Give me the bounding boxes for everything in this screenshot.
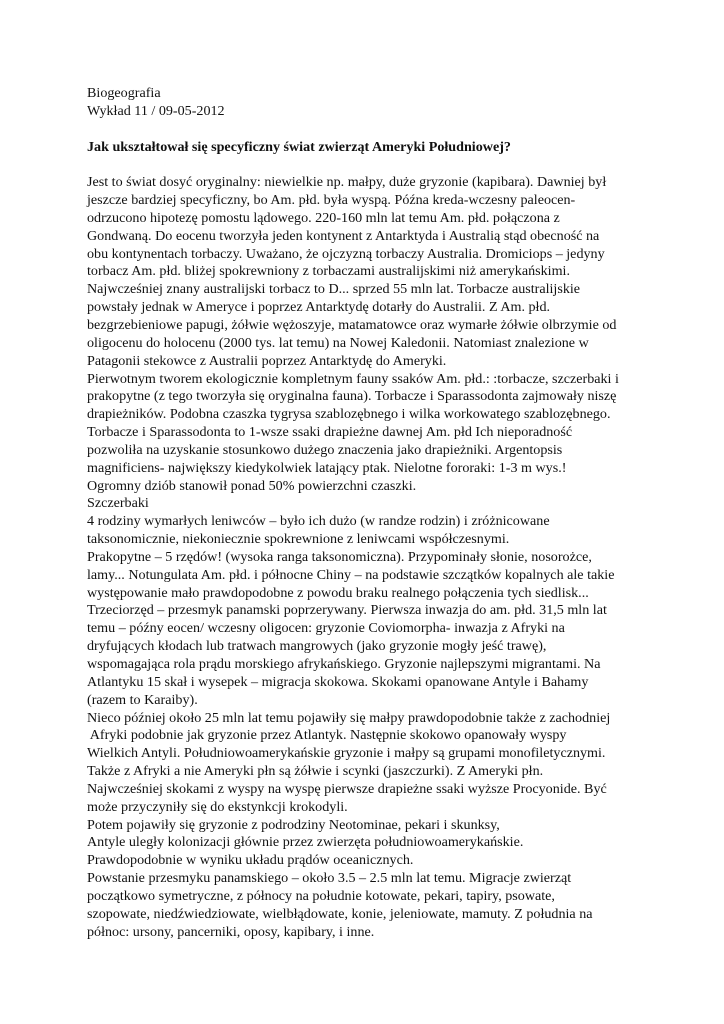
body-line: magnificiens- największy kiedykolwiek latający ptak. Nielotne fororaki: 1-3 m wys.! <box>87 459 567 476</box>
body-line: Najwcześniej znany australijski torbacz to D... sprzed 55 mln lat. Torbacze australijskie <box>87 281 581 298</box>
body-line: szopowate, niedźwiedziowate, wielbłądowate, konie, jeleniowate, mamuty. Z południa na <box>87 905 593 922</box>
section-heading: Jak ukształtował się specyficzny świat zwierząt Ameryki Południowej? <box>87 138 511 155</box>
body-line: Nieco później około 25 mln lat temu pojawiły się małpy prawdopodobnie także z zachodniej <box>87 709 611 726</box>
body-line: bezgrzebieniowe papugi, żółwie wężoszyje, matamatowce oraz wymarłe żółwie olbrzymie od <box>87 316 617 333</box>
body-line: (razem to Karaiby). <box>87 691 198 708</box>
body-line: północ: ursony, pancerniki, oposy, kapibary, i inne. <box>87 923 375 940</box>
body-line: początkowo symetryczne, z północy na południe kotowate, pekari, tapiry, psowate, <box>87 887 555 904</box>
body-line: pozwoliła na uzyskanie stosunkowo dużego znaczenia jako drapieżniki. Argentopsis <box>87 441 563 458</box>
body-line: Prakopytne – 5 rzędów! (wysoka ranga taksonomiczna). Przypominały słonie, nosorożce, <box>87 548 592 565</box>
body-line: Trzeciorzęd – przesmyk panamski poprzerywany. Pierwsza inwazja do am. płd. 31,5 mln lat <box>87 602 607 619</box>
body-line: Afryki podobnie jak gryzonie przez Atlantyk. Następnie skokowo opanowały wyspy <box>87 727 567 744</box>
body-line: Potem pojawiły się gryzonie z podrodziny Neotominae, pekari i skunksy, <box>87 816 500 833</box>
body-line: drapieżników. Podobna czaszka tygrysa szablozębnego i wilka workowatego szablozębnego. <box>87 406 611 423</box>
body-line: występowanie mało prawdopodobne z powodu braku realnego połączenia tych siedlisk... <box>87 584 589 601</box>
spacer <box>87 156 647 174</box>
body-line: Wielkich Antyli. Południowoamerykańskie gryzonie i małpy są grupami monofiletycznymi. <box>87 745 606 762</box>
document-content <box>87 85 647 942</box>
body-line: 4 rodziny wymarłych leniwców – było ich dużo (w randze rodzin) i zróżnicowane <box>87 513 550 530</box>
body-line: dryfujących kłodach lub tratwach mangrowych (jako gryzonie mogły jeść trawę), <box>87 638 547 655</box>
body-line: obu kontynentach torbaczy. Uważano, że ojczyzną torbaczy Australia. Dromiciops – jedyny <box>87 245 605 262</box>
body-line: taksonomicznie, niekoniecznie spokrewnione z leniwcami współczesnymi. <box>87 531 510 548</box>
body-line: torbacz Am. płd. bliżej spokrewniony z torbaczami australijskimi niż amerykańskimi. <box>87 263 570 280</box>
body-line: Patagonii stekowce z Australii poprzez Antarktydę do Ameryki. <box>87 352 447 369</box>
body-line: Torbacze i Sparassodonta to 1-wsze ssaki drapieżne dawnej Am. płd Ich nieporadność <box>87 424 573 441</box>
body-line: Szczerbaki <box>87 495 149 512</box>
body-line: Atlantyku 15 skał i wysepek – migracja skokowa. Skokami opanowane Antyle i Bahamy <box>87 673 589 690</box>
body-line: Prawdopodobnie w wyniku układu prądów oceanicznych. <box>87 852 414 869</box>
body-line: Pierwotnym tworem ekologicznie kompletnym fauny ssaków Am. płd.: :torbacze, szczerbaki i <box>87 370 619 387</box>
course-title: Biogeografia <box>87 85 161 101</box>
body-line: Także z Afryki a nie Ameryki płn są żółwie i scynki (jaszczurki). Z Ameryki płn. <box>87 763 544 780</box>
body-line: temu – późny eocen/ wczesny oligocen: gryzonie Coviomorpha- inwazja z Afryki na <box>87 620 565 637</box>
body-line: prakopytne (z tego tworzyła się oryginalna fauna). Torbacze i Sparassodonta zajmowały niszę <box>87 388 617 405</box>
body-line: powstały jednak w Ameryce i poprzez Antarktydę dotarły do Australii. Z Am. płd. <box>87 299 551 316</box>
body-line: Najwcześniej skokami z wyspy na wyspę pierwsze drapieżne ssaki wyższe Procyonide. Być <box>87 780 607 797</box>
body-line: Powstanie przesmyku panamskiego – około 3.5 – 2.5 mln lat temu. Migracje zwierząt <box>87 870 572 887</box>
body-line: jeszcze bardziej specyficzny, bo Am. płd. była wyspą. Późna kreda-wczesny paleocen- <box>87 192 576 209</box>
body-line: oligocenu do holocenu (2000 tys. lat temu) na Nowej Kaledonii. Natomiast znalezione w <box>87 334 589 351</box>
body-line: odrzucono hipotezę pomostu lądowego. 220-160 mln lat temu Am. płd. połączona z <box>87 209 560 226</box>
body-text <box>87 174 647 941</box>
body-line: Jest to świat dosyć oryginalny: niewielkie np. małpy, duże gryzonie (kapibara). Dawniej był <box>87 174 607 191</box>
body-line: lamy... Notungulata Am. płd. i północne Chiny – na podstawie szczątków kopalnych ale takie <box>87 566 615 583</box>
spacer <box>87 121 647 139</box>
body-line: Antyle uległy kolonizacji głównie przez zwierzęta południowoamerykańskie. <box>87 834 524 851</box>
body-line: Gondwaną. Do eocenu tworzyła jeden kontynent z Antarktyda i Australią stąd obecność na <box>87 227 600 244</box>
body-line: wspomagająca rola prądu morskiego afrykańskiego. Gryzonie najlepszymi migrantami. Na <box>87 656 601 672</box>
body-line: może przyczyniły się do ekstynkcji krokodyli. <box>87 798 348 815</box>
lecture-info: Wykład 11 / 09-05-2012 <box>87 102 225 119</box>
body-line: Ogromny dziób stanowił ponad 50% powierzchni czaszki. <box>87 477 417 494</box>
